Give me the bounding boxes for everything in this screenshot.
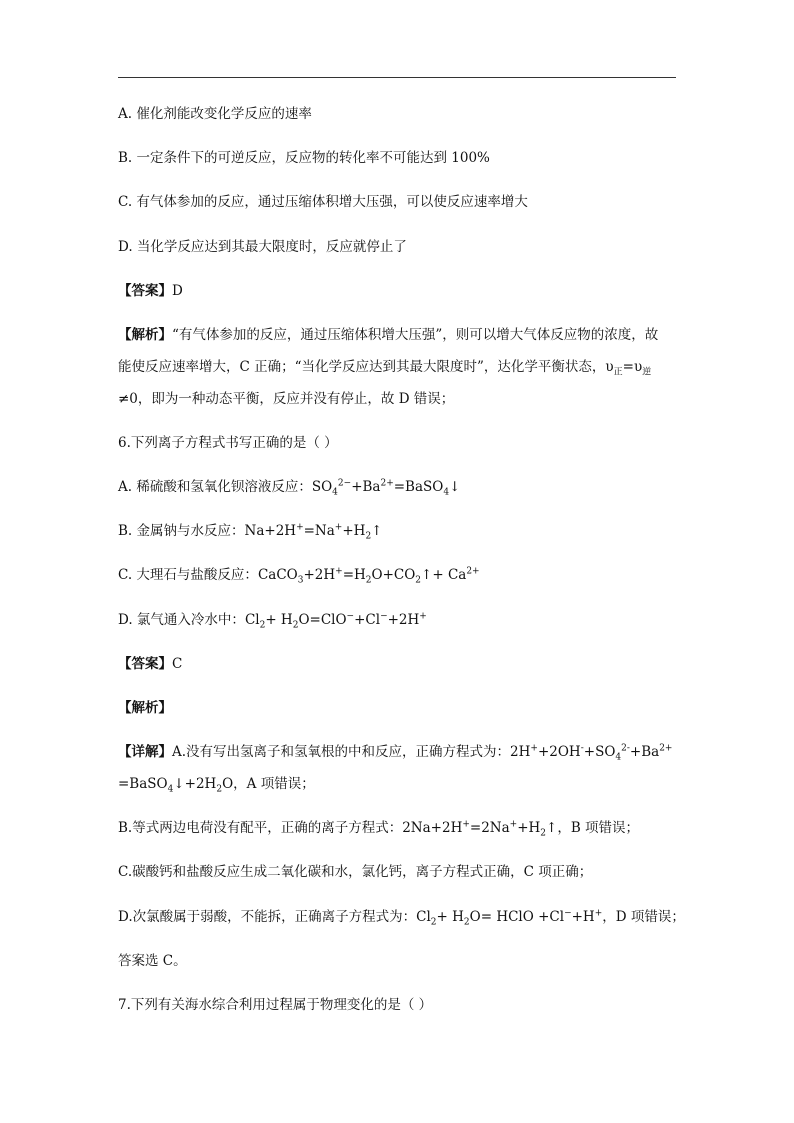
q5-option-a: A. 催化剂能改变化学反应的速率 <box>118 106 312 122</box>
q6-detail-c: C.碳酸钙和盐酸反应生成二氧化碳和水，氯化钙，离子方程式正确，C 项正确； <box>118 864 593 880</box>
q6-option-d: D. 氯气通入冷水中：$Cl_2+ H_2O=ClO^-+Cl^-+2H^+$ <box>118 611 427 631</box>
header-rule <box>118 77 676 78</box>
detail-text: ，D 项错误； <box>602 909 685 925</box>
analysis-text: “有气体参加的反应，通过压缩体积增大压强”，则可以增大气体反应物的浓度，故 <box>172 327 659 343</box>
q5-answer <box>118 282 183 300</box>
analysis-text: =υ <box>622 359 643 375</box>
detail-text: D.次氯酸属于弱酸，不能拆，正确离子方程式为： <box>118 909 417 925</box>
answer-value: C <box>172 656 183 672</box>
q6-option-a: A. 稀硫酸和氢氧化钡溶液反应：$SO_4^{2-}+Ba^{2+}=BaSO_4↓$ <box>118 478 461 498</box>
q5-option-c: C. 有气体参加的反应，通过压缩体积增大压强，可以使反应速率增大 <box>118 194 528 210</box>
detail-text: A.没有写出氢离子和氢氧根的中和反应，正确方程式为： <box>172 744 511 760</box>
analysis-text: 能使反应速率增大，C 正确；“当化学反应达到其最大限度时”，达化学平衡状态，υ <box>118 359 614 375</box>
detail-text: B.等式两边电荷没有配平，正确的离子方程式： <box>118 820 403 836</box>
q6-answer <box>118 655 182 673</box>
q6-question: 6.下列离子方程式书写正确的是（ ） <box>118 435 338 451</box>
q6-conclusion: 答案选 C。 <box>118 953 187 969</box>
option-label: A. 稀硫酸和氢氧化钡溶液反应： <box>118 479 312 495</box>
q5-analysis-line-2 <box>118 358 651 376</box>
q6-option-c: C. 大理石与盐酸反应：$CaCO_3+2H^+=H_2O+CO_2↑+ Ca^{2+}$ <box>118 566 480 586</box>
subscript: 正 <box>613 367 623 378</box>
q6-option-b: B. 金属钠与水反应：$Na+2H^+=Na^++H_2↑$ <box>118 522 383 542</box>
q5-analysis-line-1 <box>118 326 658 344</box>
q5-option-b: B. 一定条件下的可逆反应，反应物的转化率不可能达到 100% <box>118 150 490 166</box>
q7-question: 7.下列有关海水综合利用过程属于物理变化的是（ ） <box>118 997 433 1013</box>
q6-detail-b: B.等式两边电荷没有配平，正确的离子方程式：$2Na+2H^+=2Na^++H_2↑$，B 项错误； <box>118 819 640 839</box>
detail-label: 【详解】 <box>118 744 172 760</box>
answer-label: 【答案】 <box>118 283 172 299</box>
option-label: B. 金属钠与水反应： <box>118 523 245 539</box>
option-label: D. 氯气通入冷水中： <box>118 612 245 628</box>
detail-text: ，B 项错误； <box>557 820 640 836</box>
q6-analysis-label: 【解析】 <box>118 700 172 716</box>
detail-text: ，A 项错误； <box>233 776 315 792</box>
answer-label: 【答案】 <box>118 656 172 672</box>
q6-detail-d: D.次氯酸属于弱酸，不能拆，正确离子方程式为：$Cl_2+ H_2O=$ HClO +Cl−+H+，D 项错误； <box>118 908 685 928</box>
analysis-label: 【解析】 <box>118 327 172 343</box>
q5-analysis-line-3: ≠0，即为一种动态平衡，反应并没有停止，故 D 错误； <box>118 391 455 407</box>
q5-option-d: D. 当化学反应达到其最大限度时，反应就停止了 <box>118 239 407 255</box>
option-label: C. 大理石与盐酸反应： <box>118 567 258 583</box>
q6-detail-a-line-2: $=BaSO_4↓+2H_2O$，A 项错误； <box>118 776 315 795</box>
subscript: 逆 <box>642 367 652 378</box>
q6-detail-a-line-1: 【详解】A.没有写出氢离子和氢氧根的中和反应，正确方程式为：$2H^++2OH^-+SO_4^{2-}+Ba^{2+}$ <box>118 743 673 763</box>
answer-value: D <box>172 283 183 299</box>
